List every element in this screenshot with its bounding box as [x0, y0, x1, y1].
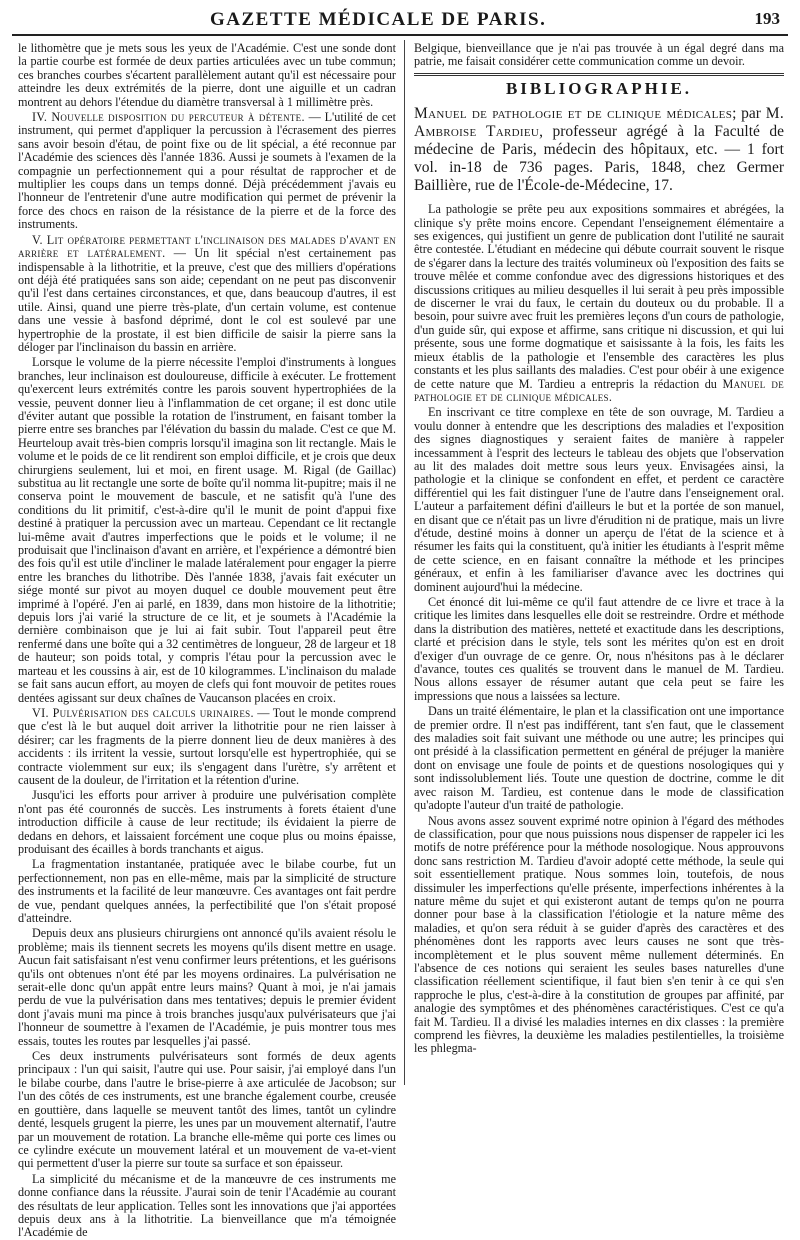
section-v — [18, 234, 396, 355]
paragraph: le lithomètre que je mets sous les yeux de l'Académie. C'est une sonde dont la partie courbe est formée de deux parties articulées avec un tube commun; ces branches courbes s'écartent parallèlement autant qu'il est nécessaire pour atteindre les deux extrémités de la pierre, dont une aiguille et un cadran montrent au dehors l'étendue du diamètre transversal à 1 millimètre près. — [18, 41, 396, 109]
paragraph: Lorsque le volume de la pierre nécessite l'emploi d'instruments à longues branches, leur inclinaison est douloureuse, difficile à exécuter. Le frottement qu'exercent leurs extrémités contre les parois souvent hypertrophiées de la vessie, peuvent donner lieu à l'inflammation de cet organe; il est donc utile d'éviter autant que possible la rotation de l'instrument, en faisant tomber la pierre entre ses branches par l'élévation du bassin du malade. C'est ce que M. Heurteloup avait très-bien compris lorsqu'il imagina son lit rectangle. Mais le volume et le poids de ce lit rendirent son emploi difficile, et je crois que deux chirurgiens seulement, lui et moi, en firent usage. M. Rigal (de Gaillac) substitua au lit rectangle une sorte de boîte qu'il nomma lit-pupitre; mais il ne conserva point le mouvement de bascule, et ne satisfit qu'à l'une des conditions du lit primitif, c'est-à-dire qu'il le munit de point d'appui fixe destiné à pratiquer la percussion avec un marteau. Cependant ce lit rectangle lui-même avait d'autres imperfections que le poids et le volume; il ne produisait que l'inclinaison d'avant en arrière, et l'expérience a démontré bien des fois qu'il est utile d'incliner le malade latéralement pour engager la pierre entre les branches du lithotribe. Dès l'année 1838, j'avais fait exécuter un siége monté sur pivot au moyen duquel ce double mouvement peut être imprimé à l'opéré. J'en ai parlé, en 1839, dans mon histoire de la lithotritie; depuis lors j'ai varié la structure de ce lit, et je soumets à l'Académie la dernière combinaison que je lui ai fait subir. Tout l'appareil peut être renfermé dans une boîte qui a 32 centimètres de longueur, 28 de largeur et 18 de hauteur; son poids total, y compris l'étau pour la percussion avec le marteau et les coussins à air, est de 10 kilogrammes. L'inclinaison du malade se fait sans aucun effort, au moyen de clefs qui font mouvoir de petites roues dentées agissant sur deux chaînes de Vaucanson placées en croix. — [18, 355, 396, 705]
page-number: 193 — [754, 9, 780, 28]
paragraph: Nous avons assez souvent exprimé notre opinion à l'égard des méthodes de classification, pour que nous puissions nous dispenser de rappeler ici les motifs de notre préférence pour la méthode nosologique. Nous approuvons donc sans restriction M. Tardieu d'avoir adopté cette méthode, la seule qui soit essentiellement pratique. Nous sommes loin, toutefois, de nous dissimuler les imperfections qu'elle présente, imperfections inhérentes à la nature même du sujet et qui existeront autant de temps qu'on ne pourra donner pour base à la classification l'étiologie et la nature même des maladies, et qu'on sera réduit à se guider d'après des caractères et des phénomènes dont les rapports avec leurs causes ne sont que très-incomplètement et le plus souvent même nullement déterminés. En l'absence de ces notions qui seraient les seules bases naturelles d'une classification réellement scientifique, il faut bien s'en tenir à ce qui s'en rapproche le plus, c'est-à-dire à la constitution de groupes par affinité, par analogie des symptômes et des phénomènes caractéristiques. C'est ce qu'a fait M. Tardieu. Il a divisé les maladies internes en dix classes : la première comprend les fièvres, la deuxième les maladies pestilentielles, la troisième les phlegma- — [414, 813, 784, 1056]
left-column — [18, 41, 396, 1240]
section-vi — [18, 707, 396, 787]
paragraph: La simplicité du mécanisme et de la manœuvre de ces instruments me donne confiance dans la réussite. J'aurai soin de tenir l'Académie au courant des résultats de leur application. Telles sont les innovations que j'ai apportées depuis deux ans à la lithotritie. La bienveillance que m'a témoignée l'Académie de — [18, 1171, 396, 1240]
section-heading: VI. Pulvérisation des calculs urinaires. — [32, 705, 254, 720]
book-citation: Manuel de pathologie et de clinique médicales; par M. Ambroise Tardieu, professeur agrégé à la Faculté de médecine de Paris, médecin des hôpitaux, etc. — 1 fort vol. in-18 de 736 pages. Paris, 1848, chez Germer Baillière, rue de l'École-de-Médecine, 17. — [414, 105, 784, 195]
header-rule — [12, 34, 788, 36]
section-text: — Un lit spécial n'est certainement pas indispensable à la lithotritie, et la preuve, c'est que des milliers d'opérations ont déjà été pratiquées sans son aide; cependant on ne peut pas disconvenir qu'il l'est dans certaines circonstances, et que, dans beaucoup d'autres, il est utile. Ainsi, quand une pierre très-plate, d'un certain volume, est contenue dans une vessie à basfond déprimé, dont le col est soulevé par une hypertrophie de la prostate, il est bien difficile de saisir la pierre sans la déloger par l'inclinaison du bassin en arrière. — [18, 246, 396, 354]
paragraph: Jusqu'ici les efforts pour arriver à produire une pulvérisation complète n'ont pas été couronnés de succès. Les instruments à forets étaient d'une introduction difficile à cause de leur rectitude; ils évidaient la pierre de dedans en dehors, et laissaient forcément une coque plus ou moins épaisse, produisant des écailles à bords tranchants et aigus. — [18, 788, 396, 856]
section-heading: IV. Nouvelle disposition du percuteur à détente. — [32, 110, 305, 125]
paragraph: Belgique, bienveillance que je n'ai pas trouvée à un égal degré dans ma patrie, me faisait considérer cette communication comme un devoir. — [414, 41, 784, 69]
section-text: — Tout le monde comprend que c'est là le but auquel doit arriver la lithotritie pour ne rien laisser à désirer; car les fragments de la pierre donnent lieu de deux manières à des accidents : ils irritent la vessie, surtout lorsqu'elle est hypertrophiée, qui se contracte violemment sur eux; ils s'engagent dans l'urètre, s'y arrêtent et causent de la douleur, de l'irritation et la rétention d'urine. — [18, 705, 396, 787]
paragraph: Dans un traité élémentaire, le plan et la classification ont une importance de premier ordre. Il n'est pas indifférent, tant s'en faut, que le classement des maladies soit fait suivant une méthode ou une autre; les principes qui ont présidé à la classification permettent en général de préjuger la manière dont on envisage une foule de points et de questions nosologiques qui y sont indissolublement liés. Toute une question de doctrine, comme le dit avec raison M. Tardieu, est contenue dans le mode de classification qu'adopte l'auteur d'un traité de pathologie. — [414, 704, 784, 813]
paragraph: Cet énoncé dit lui-même ce qu'il faut attendre de ce livre et trace à la critique les limites dans lesquelles elle doit se restreindre. Ordre et méthode dans la distribution des matières, netteté et exactitude dans les descriptions, clarté et précision dans le style, tels sont les mérites qu'on est en droit d'exiger d'un ouvrage de ce genre. Or, nous n'hésitons pas à le déclarer d'avance, toutes ces qualités se trouvent dans le manuel de M. Tardieu. Nous allons essayer de résumer autant que cela peut se faire les impressions que nous a laissées sa lecture. — [414, 595, 784, 703]
paragraph-text: La pathologie se prête peu aux expositions sommaires et abrégées, la clinique s'y prête moins encore. Cependant l'enseignement élémentaire a ses exigences, qui justifient un genre de publication dont l'utilité ne saurait être contestée. L'étudiant en médecine qui débute courrait souvent le risque de s'égarer dans la lecture des traités volumineux où l'exposition des faits se trouve mêlée et comme confondue avec des digressions historiques et des discussions critiques au milieu desquelles il lui serait à peu près impossible de discerner le vrai du faux, le certain du douteux ou du probable. Il a besoin, pour suivre avec fruit les premières leçons d'un cours de pathologie, d'un guide sûr, qui expose et affirme, sans critique ni discussion, et qui lui présente, sous une forme dogmatique et saisissante à la fois, les faits les mieux établis de la pathologie et l'ensemble des caractères les plus constants et les plus saillants des maladies. C'est pour obéir à une exigence de cette nature que M. Tardieu a entrepris la rédaction du — [414, 202, 784, 391]
book-title: Manuel de pathologie et de clinique médicales — [414, 105, 733, 123]
section-heading: V. Lit opératoire permettant l'inclinaison des malades d'avant en arrière et latéralement. — [18, 232, 396, 261]
section-rule — [414, 73, 784, 76]
section-text: — L'utilité de cet instrument, qui permet d'appliquer la percussion à l'écrasement des pierres sans avoir besoin d'étau, de point fixe ou de lit spécial, a été reconnue par l'Académie des sciences dès l'année 1836. Aussi je soumets à l'examen de la compagnie un perfectionnement qui a pour résultat de rapprocher et de multiplier les coups dans un temps donné. Déjà précédemment j'avais eu l'honneur de l'entretenir d'une autre modification qui permet de prévenir la force des chocs en raison de la résistance de la pierre et de la force des instruments. — [18, 110, 396, 232]
paragraph: La fragmentation instantanée, pratiquée avec le bilabe courbe, fut un perfectionnement, non pas en elle-même, mais par la simplicité de structure des instruments et la facilité de leur manœuvre. Ces avantages ont fait perdre de vue, pendant quelques années, la perfectibilité que l'on s'était proposé d'atteindre. — [18, 857, 396, 925]
manuel-ref: Manuel de pathologie et de clinique médicales. — [414, 376, 784, 404]
journal-title: GAZETTE MÉDICALE DE PARIS. — [210, 9, 547, 30]
section-iv — [18, 111, 396, 232]
paragraph: En inscrivant ce titre complexe en tête de son ouvrage, M. Tardieu a voulu donner à entendre que les descriptions des maladies et l'exposition des signes diagnostiques y seraient faites de manière à rappeler incessamment à l'esprit des lecteurs le tableau des objets que l'observation au lit des malades doit mettre sous leurs yeux. Envisagées ainsi, la pathologie et la clinique se confondent en effet, et perdent ce caractère différentiel qui les fait distinguer l'une de l'autre dans l'enseignement oral. L'auteur a parfaitement défini d'ailleurs le but et la portée de son manuel, en disant que ce n'était pas un livre d'érudition ni de pratique, mais un livre d'étude, destiné moins à donner un aperçu de l'état de la science et à résumer les faits qui la constituent, qu'à initier les étudiants à l'esprit même de cette science, en en faisant connaître la méthode et les principes généraux, et enfin à les familiariser d'avance avec les doctrines qui dominent aujourd'hui la médecine. — [414, 405, 784, 594]
paragraph — [414, 203, 784, 404]
section-title: BIBLIOGRAPHIE. — [505, 78, 693, 98]
paragraph: Ces deux instruments pulvérisateurs sont formés de deux agents principaux : l'un qui saisit, l'autre qui use. Pour saisir, j'ai employé dans l'un le bilabe courbe, dans l'autre le brise-pierre à axe articulée de Jacobson; sur l'un des côtés de ces instruments, est une branche également courbe, creusée en gouttière, dans laquelle se meuvent tantôt des limes, tantôt un cylindre denté, lesquels grugent la pierre, les unes par un mouvement alternatif, l'autre par un mouvement de rotation. La branche elle-même qui porte ces limes ou ce cylindre exécute un mouvement latéral et un mouvement de va-et-vient qui permettent d'user la pierre sur toute sa surface et son épaisseur. — [18, 1049, 396, 1171]
running-header — [0, 9, 800, 35]
right-column — [414, 42, 784, 1087]
paragraph: Depuis deux ans plusieurs chirurgiens ont annoncé qu'ils avaient résolu le problème; mais ils tiennent secrets les moyens qu'ils disent mettre en usage. Aucun fait satisfaisant n'est venu confirmer leurs prétentions, et les guérisons qu'ils ont obtenues n'ont été par les moyens ordinaires. La pulvérisation ne serait-elle donc qu'un appât entre leurs mains? Quant à moi, je n'ai jamais perdu de vue la pulvérisation dans mes tentatives; depuis le premier évident dont j'avais muni ma pince à trois branches jusqu'aux pulvérisateurs que j'ai l'honneur de soumettre à l'examen de l'Académie, je puis montrer tous mes essais, toutes les routes par lesquelles j'ai passé. — [18, 926, 396, 1048]
book-details: , professeur agrégé à la Faculté de médecine de Paris, médecin des hôpitaux, etc. — 1 fort vol. in-18 de 736 pages. Paris, 1848, chez Germer Baillière, rue de l'École-de-Médecine, 17. — [414, 123, 784, 195]
column-divider — [404, 40, 405, 1085]
book-author: M. Ambroise Tardieu — [414, 105, 784, 141]
